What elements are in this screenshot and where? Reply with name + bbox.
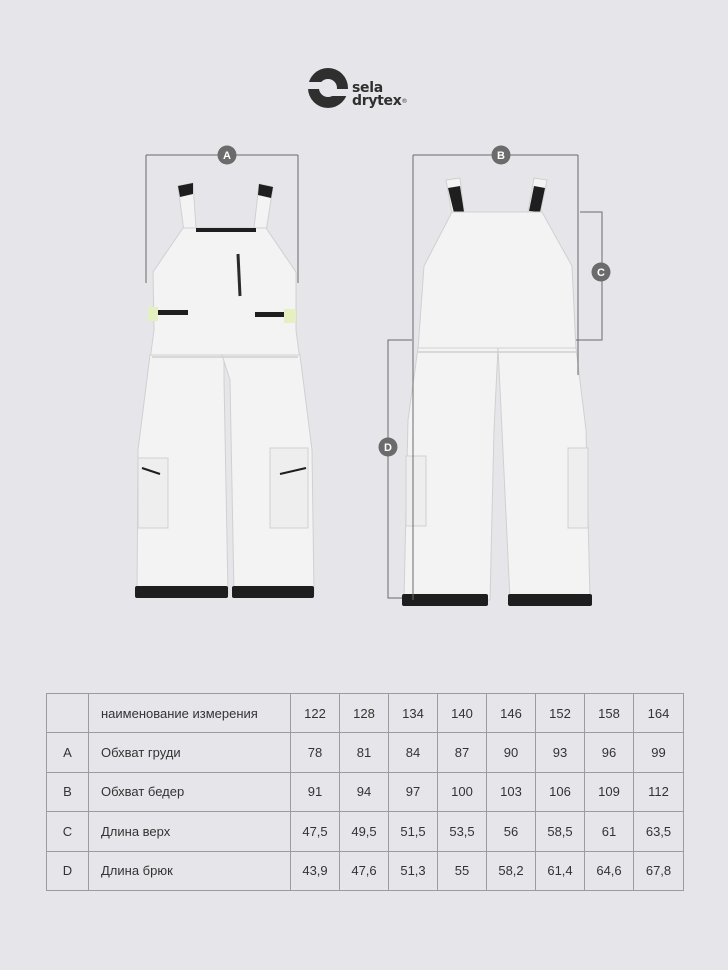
table-row: [47, 733, 684, 772]
size-header-cell: 128: [340, 694, 389, 733]
value-cell: 58,2: [487, 851, 536, 890]
value-cell: 67,8: [634, 851, 684, 890]
header-key-cell: [47, 694, 89, 733]
brand-wordmark: [352, 82, 407, 108]
marker-a-label: A: [223, 150, 231, 162]
value-cell: 63,5: [634, 812, 684, 851]
table-header-row: [47, 694, 684, 733]
value-cell: 58,5: [536, 812, 585, 851]
value-cell: 106: [536, 772, 585, 811]
value-cell: 112: [634, 772, 684, 811]
value-cell: 47,6: [340, 851, 389, 890]
brand-line-1: sela: [352, 80, 383, 96]
product-illustration: [0, 130, 728, 620]
value-cell: 49,5: [340, 812, 389, 851]
value-cell: 93: [536, 733, 585, 772]
brand-line-2: drytex: [352, 93, 402, 109]
row-key-cell: C: [47, 812, 89, 851]
size-header-cell: 122: [291, 694, 340, 733]
row-key-cell: D: [47, 851, 89, 890]
marker-d-label: D: [384, 442, 392, 454]
value-cell: 97: [389, 772, 438, 811]
value-cell: 53,5: [438, 812, 487, 851]
marker-c-label: C: [597, 267, 605, 279]
size-header-cell: 164: [634, 694, 684, 733]
marker-d: [379, 438, 398, 457]
value-cell: 78: [291, 733, 340, 772]
row-name-cell: Обхват груди: [89, 733, 291, 772]
value-cell: 51,3: [389, 851, 438, 890]
marker-a: [218, 146, 237, 165]
size-header-cell: 140: [438, 694, 487, 733]
value-cell: 96: [585, 733, 634, 772]
value-cell: 87: [438, 733, 487, 772]
value-cell: 51,5: [389, 812, 438, 851]
value-cell: 99: [634, 733, 684, 772]
row-name-cell: Длина верх: [89, 812, 291, 851]
value-cell: 100: [438, 772, 487, 811]
value-cell: 91: [291, 772, 340, 811]
value-cell: 84: [389, 733, 438, 772]
table-row: [47, 812, 684, 851]
value-cell: 90: [487, 733, 536, 772]
marker-b-label: B: [497, 150, 505, 162]
value-cell: 43,9: [291, 851, 340, 890]
row-key-cell: B: [47, 772, 89, 811]
front-view-overalls: [135, 183, 314, 598]
row-name-cell: Длина брюк: [89, 851, 291, 890]
row-key-cell: A: [47, 733, 89, 772]
registered-mark: ®: [401, 98, 408, 105]
size-header-cell: 134: [389, 694, 438, 733]
value-cell: 61: [585, 812, 634, 851]
value-cell: 61,4: [536, 851, 585, 890]
value-cell: 64,6: [585, 851, 634, 890]
size-header-cell: 146: [487, 694, 536, 733]
marker-c: [592, 263, 611, 282]
size-chart-table: [46, 693, 684, 891]
size-header-cell: 152: [536, 694, 585, 733]
table-row: [47, 851, 684, 890]
table-row: [47, 772, 684, 811]
value-cell: 55: [438, 851, 487, 890]
marker-b: [492, 146, 511, 165]
value-cell: 94: [340, 772, 389, 811]
size-header-cell: 158: [585, 694, 634, 733]
row-name-cell: Обхват бедер: [89, 772, 291, 811]
value-cell: 103: [487, 772, 536, 811]
back-view-overalls: [402, 178, 592, 606]
value-cell: 47,5: [291, 812, 340, 851]
header-name-cell: наименование измерения: [89, 694, 291, 733]
value-cell: 56: [487, 812, 536, 851]
value-cell: 81: [340, 733, 389, 772]
value-cell: 109: [585, 772, 634, 811]
